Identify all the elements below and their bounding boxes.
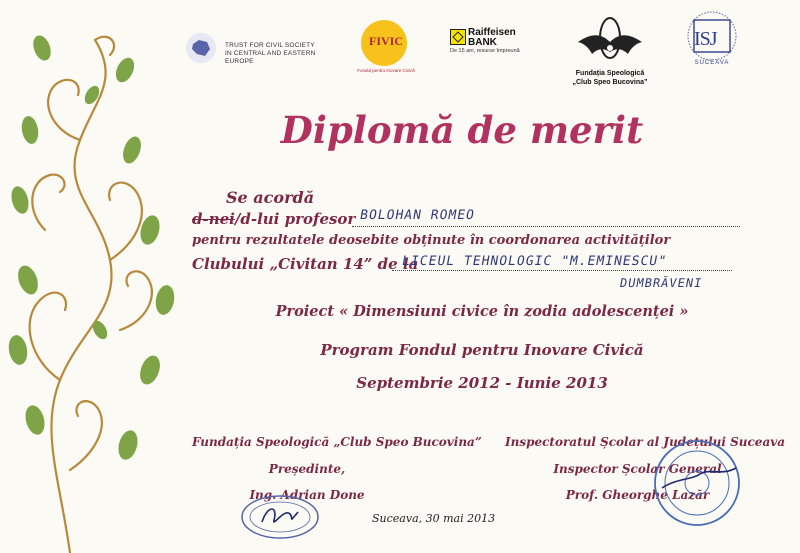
school-dotted-line	[392, 270, 732, 271]
fic-subtitle: Fondul pentru Inovare Civică	[357, 68, 415, 73]
raiffeisen-name: Raiffeisen	[468, 27, 516, 38]
diploma-title: Diplomă de merit	[280, 108, 644, 152]
trust-line1: TRUST FOR CIVIL SOCIETY	[225, 42, 315, 49]
right-stamp-icon	[652, 438, 742, 528]
right-signatory-name: Prof. Gheorghe Lazăr	[565, 488, 710, 502]
se-acorda: Se acordă	[226, 188, 315, 207]
fic-logo	[355, 20, 415, 80]
isj-logo	[672, 8, 752, 80]
dlui-profesor: /d-lui profesor	[234, 210, 356, 228]
right-signatory-org: Inspectoratul Școlar al Județului Suceava	[505, 435, 785, 449]
project-line: Proiect « Dimensiuni civice în zodia adolescenței »	[275, 303, 689, 320]
handwritten-school: LICEUL TEHNOLOGIC "M.EMINESCU"	[400, 254, 669, 269]
left-signatory-role: Președinte,	[268, 462, 346, 476]
raiffeisen-logo	[450, 27, 530, 59]
speo-caption2: „Club Speo Bucovina”	[572, 79, 648, 86]
left-signatory-name: Ing. Adrian Done	[249, 488, 365, 502]
handwritten-name: BOLOHAN ROMEO	[358, 208, 477, 223]
place-date: Suceava, 30 mai 2013	[372, 512, 496, 525]
clubului-line: Clubului „Civitan 14” de la	[192, 255, 419, 273]
recipient-label	[192, 210, 355, 228]
bat-icon	[560, 12, 660, 70]
trust-logo	[185, 30, 335, 70]
left-signatory-org: Fundația Speologică „Club Speo Bucovina”	[192, 435, 482, 449]
raiffeisen-bank: BANK	[468, 37, 497, 48]
trust-line2: IN CENTRAL AND EASTERN EUROPE	[225, 50, 316, 65]
speo-caption1: Fundația Speologică	[575, 70, 645, 77]
raiffeisen-gable-icon	[450, 29, 466, 45]
struck-dnei: d-nei	[192, 210, 235, 228]
isj-initials: ISJ	[694, 28, 717, 50]
isj-city: SUCEAVA	[694, 60, 730, 66]
trust-map-icon	[185, 32, 217, 64]
name-dotted-line	[352, 226, 740, 227]
fic-name: FIVIC	[369, 34, 404, 48]
left-stamp-icon	[240, 494, 320, 540]
speo-logo	[560, 12, 660, 92]
handwritten-town: DUMBRĂVENI	[618, 276, 704, 290]
raiffeisen-tagline: De 15 ani, resurse împreună	[450, 48, 520, 54]
program-line: Program Fondul pentru Inovare Civică	[320, 341, 644, 359]
period-line: Septembrie 2012 - Iunie 2013	[356, 374, 608, 392]
right-signatory-role: Inspector Școlar General	[553, 462, 722, 476]
pentru-line: pentru rezultatele deosebite obținute în coordonarea activităților	[192, 233, 671, 248]
